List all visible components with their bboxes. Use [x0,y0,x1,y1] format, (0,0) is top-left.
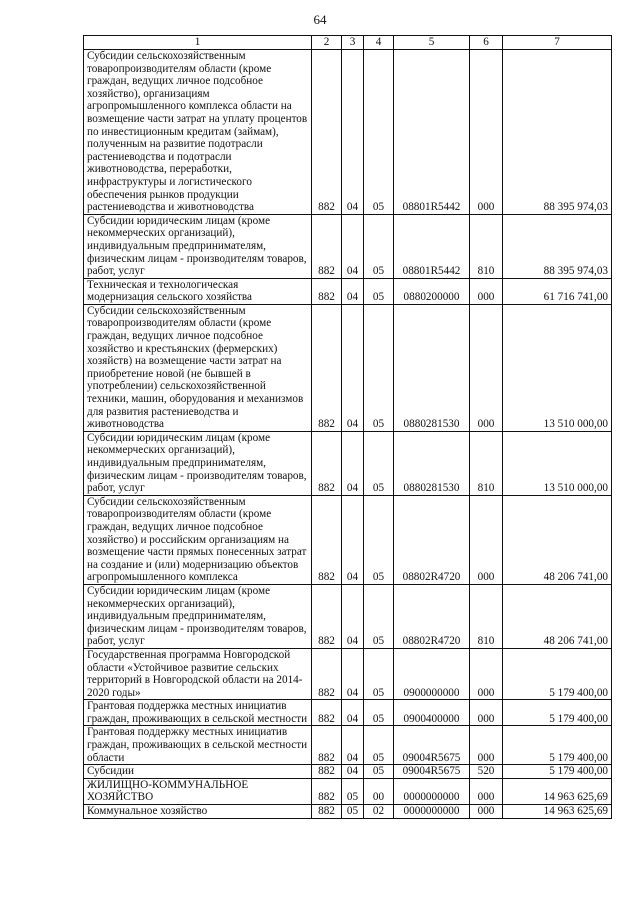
table-row [84,700,612,726]
amount-cell: 13 510 000,00 [503,304,612,431]
expense-type-code: 000 [470,700,503,726]
header-row [84,36,612,50]
expense-type-code: 000 [470,278,503,304]
expense-type-code: 000 [470,50,503,215]
table-row [84,805,612,819]
row-name: Субсидии сельскохозяйственным товаропроизводителям области (кроме граждан, ведущих личное подсобное хозяйство и крестьянских (фермерских) хозяйств) на возмещение части затрат на приобретение новой (не бывшей в употреблении) сельскохозяйственной техники, машин, оборудования и механизмов для развития растениеводства и животноводства [84,304,312,431]
section-code: 05 [342,805,364,819]
target-article-code: 0900400000 [394,700,470,726]
expense-type-code: 810 [470,214,503,278]
table-row [84,584,612,648]
amount-cell: 5 179 400,00 [503,700,612,726]
subsection-code: 05 [364,700,394,726]
table-row [84,778,612,804]
target-article-code: 08802R4720 [394,495,470,584]
amount-cell: 48 206 741,00 [503,584,612,648]
row-name: Техническая и технологическая модернизация сельского хозяйства [84,278,312,304]
section-code: 04 [342,726,364,765]
expense-type-code: 520 [470,765,503,779]
subsection-code: 05 [364,431,394,495]
expense-type-code: 000 [470,648,503,699]
target-article-code: 0000000000 [394,805,470,819]
expense-type-code: 000 [470,805,503,819]
table-row [84,431,612,495]
row-name: Субсидии юридическим лицам (кроме некоммерческих организаций), индивидуальным предпринимателям, физическим лицам - производителям товаров, работ, услуг [84,214,312,278]
section-code: 04 [342,584,364,648]
ministry-code: 882 [312,431,342,495]
subsection-code: 05 [364,726,394,765]
target-article-code: 0880281530 [394,304,470,431]
row-name: Субсидии сельскохозяйственным товаропроизводителям области (кроме граждан, ведущих личное подсобное хозяйство) и российским организациям на возмещение части прямых понесенных затрат на создание и (или) модернизацию объектов агропромышленного комплекса [84,495,312,584]
section-code: 04 [342,765,364,779]
row-name: Субсидии юридическим лицам (кроме некоммерческих организаций), индивидуальным предпринимателям, физическим лицам - производителям товаров, работ, услуг [84,584,312,648]
amount-cell: 5 179 400,00 [503,765,612,779]
ministry-code: 882 [312,778,342,804]
amount-cell: 14 963 625,69 [503,805,612,819]
ministry-code: 882 [312,50,342,215]
header-col-4: 4 [364,36,394,50]
subsection-code: 05 [364,495,394,584]
subsection-code: 00 [364,778,394,804]
amount-cell: 5 179 400,00 [503,648,612,699]
section-code: 04 [342,431,364,495]
target-article-code: 0880200000 [394,278,470,304]
subsection-code: 05 [364,278,394,304]
subsection-code: 02 [364,805,394,819]
section-code: 04 [342,278,364,304]
target-article-code: 09004R5675 [394,765,470,779]
ministry-code: 882 [312,648,342,699]
budget-table [83,35,612,819]
ministry-code: 882 [312,304,342,431]
amount-cell: 13 510 000,00 [503,431,612,495]
table-row [84,495,612,584]
header-col-3: 3 [342,36,364,50]
header-col-1: 1 [84,36,312,50]
ministry-code: 882 [312,805,342,819]
section-code: 05 [342,778,364,804]
amount-cell: 61 716 741,00 [503,278,612,304]
header-col-6: 6 [470,36,503,50]
table-row [84,765,612,779]
table-row [84,278,612,304]
row-name: Субсидии юридическим лицам (кроме некоммерческих организаций), индивидуальным предпринимателям, физическим лицам - производителям товаров, работ, услуг [84,431,312,495]
target-article-code: 0000000000 [394,778,470,804]
table-row [84,214,612,278]
row-name: Государственная программа Новгородской области «Устойчивое развитие сельских территорий в Новгородской области на 2014-2020 годы» [84,648,312,699]
section-code: 04 [342,214,364,278]
ministry-code: 882 [312,700,342,726]
header-col-5: 5 [394,36,470,50]
ministry-code: 882 [312,726,342,765]
ministry-code: 882 [312,584,342,648]
target-article-code: 08801R5442 [394,50,470,215]
subsection-code: 05 [364,765,394,779]
expense-type-code: 000 [470,778,503,804]
target-article-code: 08801R5442 [394,214,470,278]
amount-cell: 48 206 741,00 [503,495,612,584]
target-article-code: 0880281530 [394,431,470,495]
target-article-code: 09004R5675 [394,726,470,765]
table-row [84,304,612,431]
section-code: 04 [342,495,364,584]
section-code: 04 [342,648,364,699]
target-article-code: 0900000000 [394,648,470,699]
expense-type-code: 000 [470,726,503,765]
subsection-code: 05 [364,648,394,699]
row-name: ЖИЛИЩНО-КОММУНАЛЬНОЕ ХОЗЯЙСТВО [84,778,312,804]
row-name: Субсидии сельскохозяйственным товаропроизводителям области (кроме граждан, ведущих личное подсобное хозяйство), организациям агропромышленного комплекса области на возмещение части затрат на уплату процентов по инвестиционным кредитам (займам), полученным на развитие подотрасли растениеводства и подотрасли животноводства, переработки, инфраструктуры и логистического обеспечения рынков продукции растениеводства и животноводства [84,50,312,215]
table-row [84,50,612,215]
row-name: Грантовая поддержку местных инициатив граждан, проживающих в сельской местности области [84,726,312,765]
page-number: 64 [313,12,327,27]
row-name: Субсидии [84,765,312,779]
header-col-7: 7 [503,36,612,50]
amount-cell: 88 395 974,03 [503,50,612,215]
expense-type-code: 000 [470,304,503,431]
ministry-code: 882 [312,765,342,779]
header-col-2: 2 [312,36,342,50]
row-name: Коммунальное хозяйство [84,805,312,819]
amount-cell: 14 963 625,69 [503,778,612,804]
ministry-code: 882 [312,214,342,278]
amount-cell: 88 395 974,03 [503,214,612,278]
subsection-code: 05 [364,50,394,215]
target-article-code: 08802R4720 [394,584,470,648]
amount-cell: 5 179 400,00 [503,726,612,765]
ministry-code: 882 [312,495,342,584]
table-row [84,726,612,765]
expense-type-code: 810 [470,431,503,495]
ministry-code: 882 [312,278,342,304]
subsection-code: 05 [364,584,394,648]
section-code: 04 [342,304,364,431]
section-code: 04 [342,700,364,726]
row-name: Грантовая поддержка местных инициатив граждан, проживающих в сельской местности [84,700,312,726]
subsection-code: 05 [364,214,394,278]
table-row [84,648,612,699]
table-body [84,50,612,819]
section-code: 04 [342,50,364,215]
table-header [84,36,612,50]
expense-type-code: 810 [470,584,503,648]
expense-type-code: 000 [470,495,503,584]
subsection-code: 05 [364,304,394,431]
